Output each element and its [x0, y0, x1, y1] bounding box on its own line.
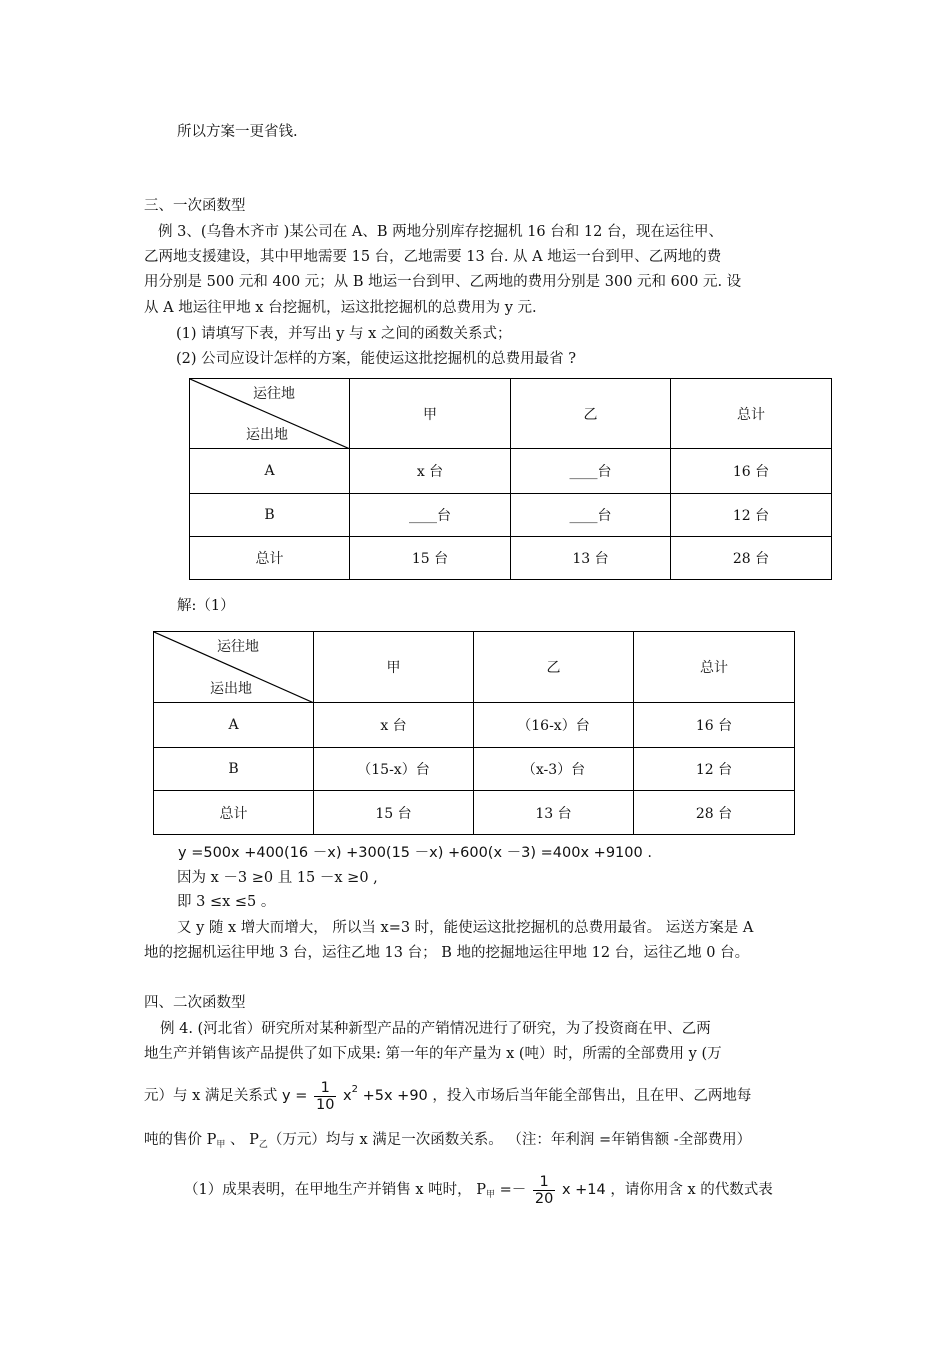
formula-y: y =	[282, 1088, 308, 1104]
previous-conclusion: 所以方案一更省钱.	[177, 124, 298, 140]
section-4-title: 四、二次函数型	[144, 995, 246, 1011]
table-cell: x 台	[350, 449, 511, 494]
text-span: 吨的售价 P	[144, 1132, 217, 1148]
fraction-numerator: 1	[533, 1174, 555, 1191]
text-span: 、 P	[225, 1132, 259, 1148]
table-cell: （x-3）台	[474, 748, 634, 791]
corner-origin-label: 运出地	[246, 427, 288, 443]
row-label: B	[190, 494, 350, 537]
header-cell: 乙	[474, 632, 634, 703]
row-label: B	[154, 748, 314, 791]
formula-x: x	[343, 1088, 352, 1104]
table-cell: 28 台	[671, 537, 832, 580]
fraction	[533, 1174, 555, 1207]
table-cell: 15 台	[314, 791, 474, 835]
table-row	[190, 449, 832, 494]
range-line: 即 3 ≤x ≤5 。	[177, 894, 276, 910]
table-cell: （16-x）台	[474, 703, 634, 748]
formula-tail: +5x +90	[362, 1088, 428, 1104]
table-cell: 16 台	[671, 449, 832, 494]
table-cell: ____台	[350, 494, 511, 537]
row-label: A	[190, 449, 350, 494]
table-cell: ____台	[511, 449, 671, 494]
table-row	[154, 703, 795, 748]
section-3-title: 三、一次函数型	[144, 198, 246, 214]
table-row	[190, 494, 832, 537]
row-label: A	[154, 703, 314, 748]
formula-tail: x +14	[561, 1182, 606, 1198]
corner-destination-label: 运往地	[217, 639, 259, 655]
text-span: （1）成果表明，在甲地生产并销售 x 吨时， P	[184, 1182, 486, 1198]
header-cell: 甲	[350, 379, 511, 449]
example-4-line-5	[184, 1172, 773, 1213]
example-3-line-1: 例 3、(乌鲁木齐市 )某公司在 A、B 两地分别库存挖掘机 16 台和 12 台，现在运往甲、	[158, 224, 723, 240]
conclusion-line-2: 地的挖掘机运往甲地 3 台，运往乙地 13 台； B 地的挖掘地运往甲地 12 台，运往乙地 0 台。	[144, 945, 750, 961]
formula-eq: =－	[499, 1182, 527, 1198]
table-cell: 15 台	[350, 537, 511, 580]
example-4-line-2: 地生产并销售该产品提供了如下成果: 第一年的年产量为 x (吨）时，所需的全部费用 y (万	[144, 1046, 722, 1062]
subscript: 甲	[486, 1190, 496, 1200]
table-cell: 16 台	[634, 703, 795, 748]
table-row	[154, 748, 795, 791]
fraction	[314, 1080, 336, 1113]
example-4-line-3	[144, 1072, 751, 1114]
table-row	[190, 537, 832, 580]
text-span: 元）与 x 满足关系式	[144, 1088, 283, 1104]
shipping-table-blank	[189, 378, 832, 580]
fraction-denominator: 20	[534, 1190, 554, 1207]
table-cell: 12 台	[671, 494, 832, 537]
example-3-line-2: 乙两地支援建设，其中甲地需要 15 台，乙地需要 13 台. 从 A 地运一台到甲、乙两地的费	[144, 249, 722, 265]
cost-formula: y =500x +400(16 －x) +300(15 －x) +600(x －3) =400x +9100 .	[178, 845, 652, 861]
table-cell: x 台	[314, 703, 474, 748]
header-cell: 乙	[511, 379, 671, 449]
solution-label: 解:（1）	[177, 598, 235, 614]
table-cell: 13 台	[511, 537, 671, 580]
header-cell: 总计	[671, 379, 832, 449]
example-4-line-4	[144, 1130, 751, 1155]
row-label: 总计	[190, 537, 350, 580]
example-4-line-1: 例 4. (河北省）研究所对某种新型产品的产销情况进行了研究，为了投资商在甲、乙两	[160, 1021, 711, 1037]
table-cell: 13 台	[474, 791, 634, 835]
example-3-line-4: 从 A 地运往甲地 x 台挖掘机，运这批挖掘机的总费用为 y 元.	[144, 300, 537, 316]
table-corner-cell	[190, 379, 350, 449]
table-cell: ____台	[511, 494, 671, 537]
text-span: （万元）均与 x 满足一次函数关系。 （注：年利润 =年销售额 -全部费用）	[267, 1132, 752, 1148]
subscript: 乙	[258, 1140, 268, 1150]
constraint-line: 因为 x －3 ≥0 且 15 －x ≥0 ,	[177, 870, 378, 886]
corner-destination-label: 运往地	[253, 386, 295, 402]
subscript: 甲	[216, 1140, 226, 1150]
fraction-numerator: 1	[314, 1080, 336, 1097]
row-label: 总计	[154, 791, 314, 835]
question-1: (1) 请填写下表，并写出 y 与 x 之间的函数关系式；	[176, 326, 512, 342]
conclusion-line-1: 又 y 随 x 增大而增大， 所以当 x=3 时，能使运这批挖掘机的总费用最省。 运送方案是 A	[177, 920, 754, 936]
text-span: ，投入市场后当年能全部售出，且在甲、乙两地每	[432, 1088, 752, 1104]
table-cell: 12 台	[634, 748, 795, 791]
question-2: (2) 公司应设计怎样的方案，能使运这批挖掘机的总费用最省 ?	[176, 351, 577, 367]
corner-origin-label: 运出地	[210, 681, 252, 697]
table-row	[154, 791, 795, 835]
exponent: 2	[351, 1084, 358, 1095]
fraction-denominator: 10	[315, 1096, 335, 1113]
table-cell: 28 台	[634, 791, 795, 835]
header-cell: 总计	[634, 632, 795, 703]
example-3-line-3: 用分别是 500 元和 400 元；从 B 地运一台到甲、乙两地的费用分别是 300 元和 600 元. 设	[144, 274, 742, 290]
text-span: ，请你用含 x 的代数式表	[610, 1182, 773, 1198]
table-corner-cell	[154, 632, 314, 703]
table-cell: （15-x）台	[314, 748, 474, 791]
shipping-table-solution	[153, 631, 795, 835]
header-cell: 甲	[314, 632, 474, 703]
